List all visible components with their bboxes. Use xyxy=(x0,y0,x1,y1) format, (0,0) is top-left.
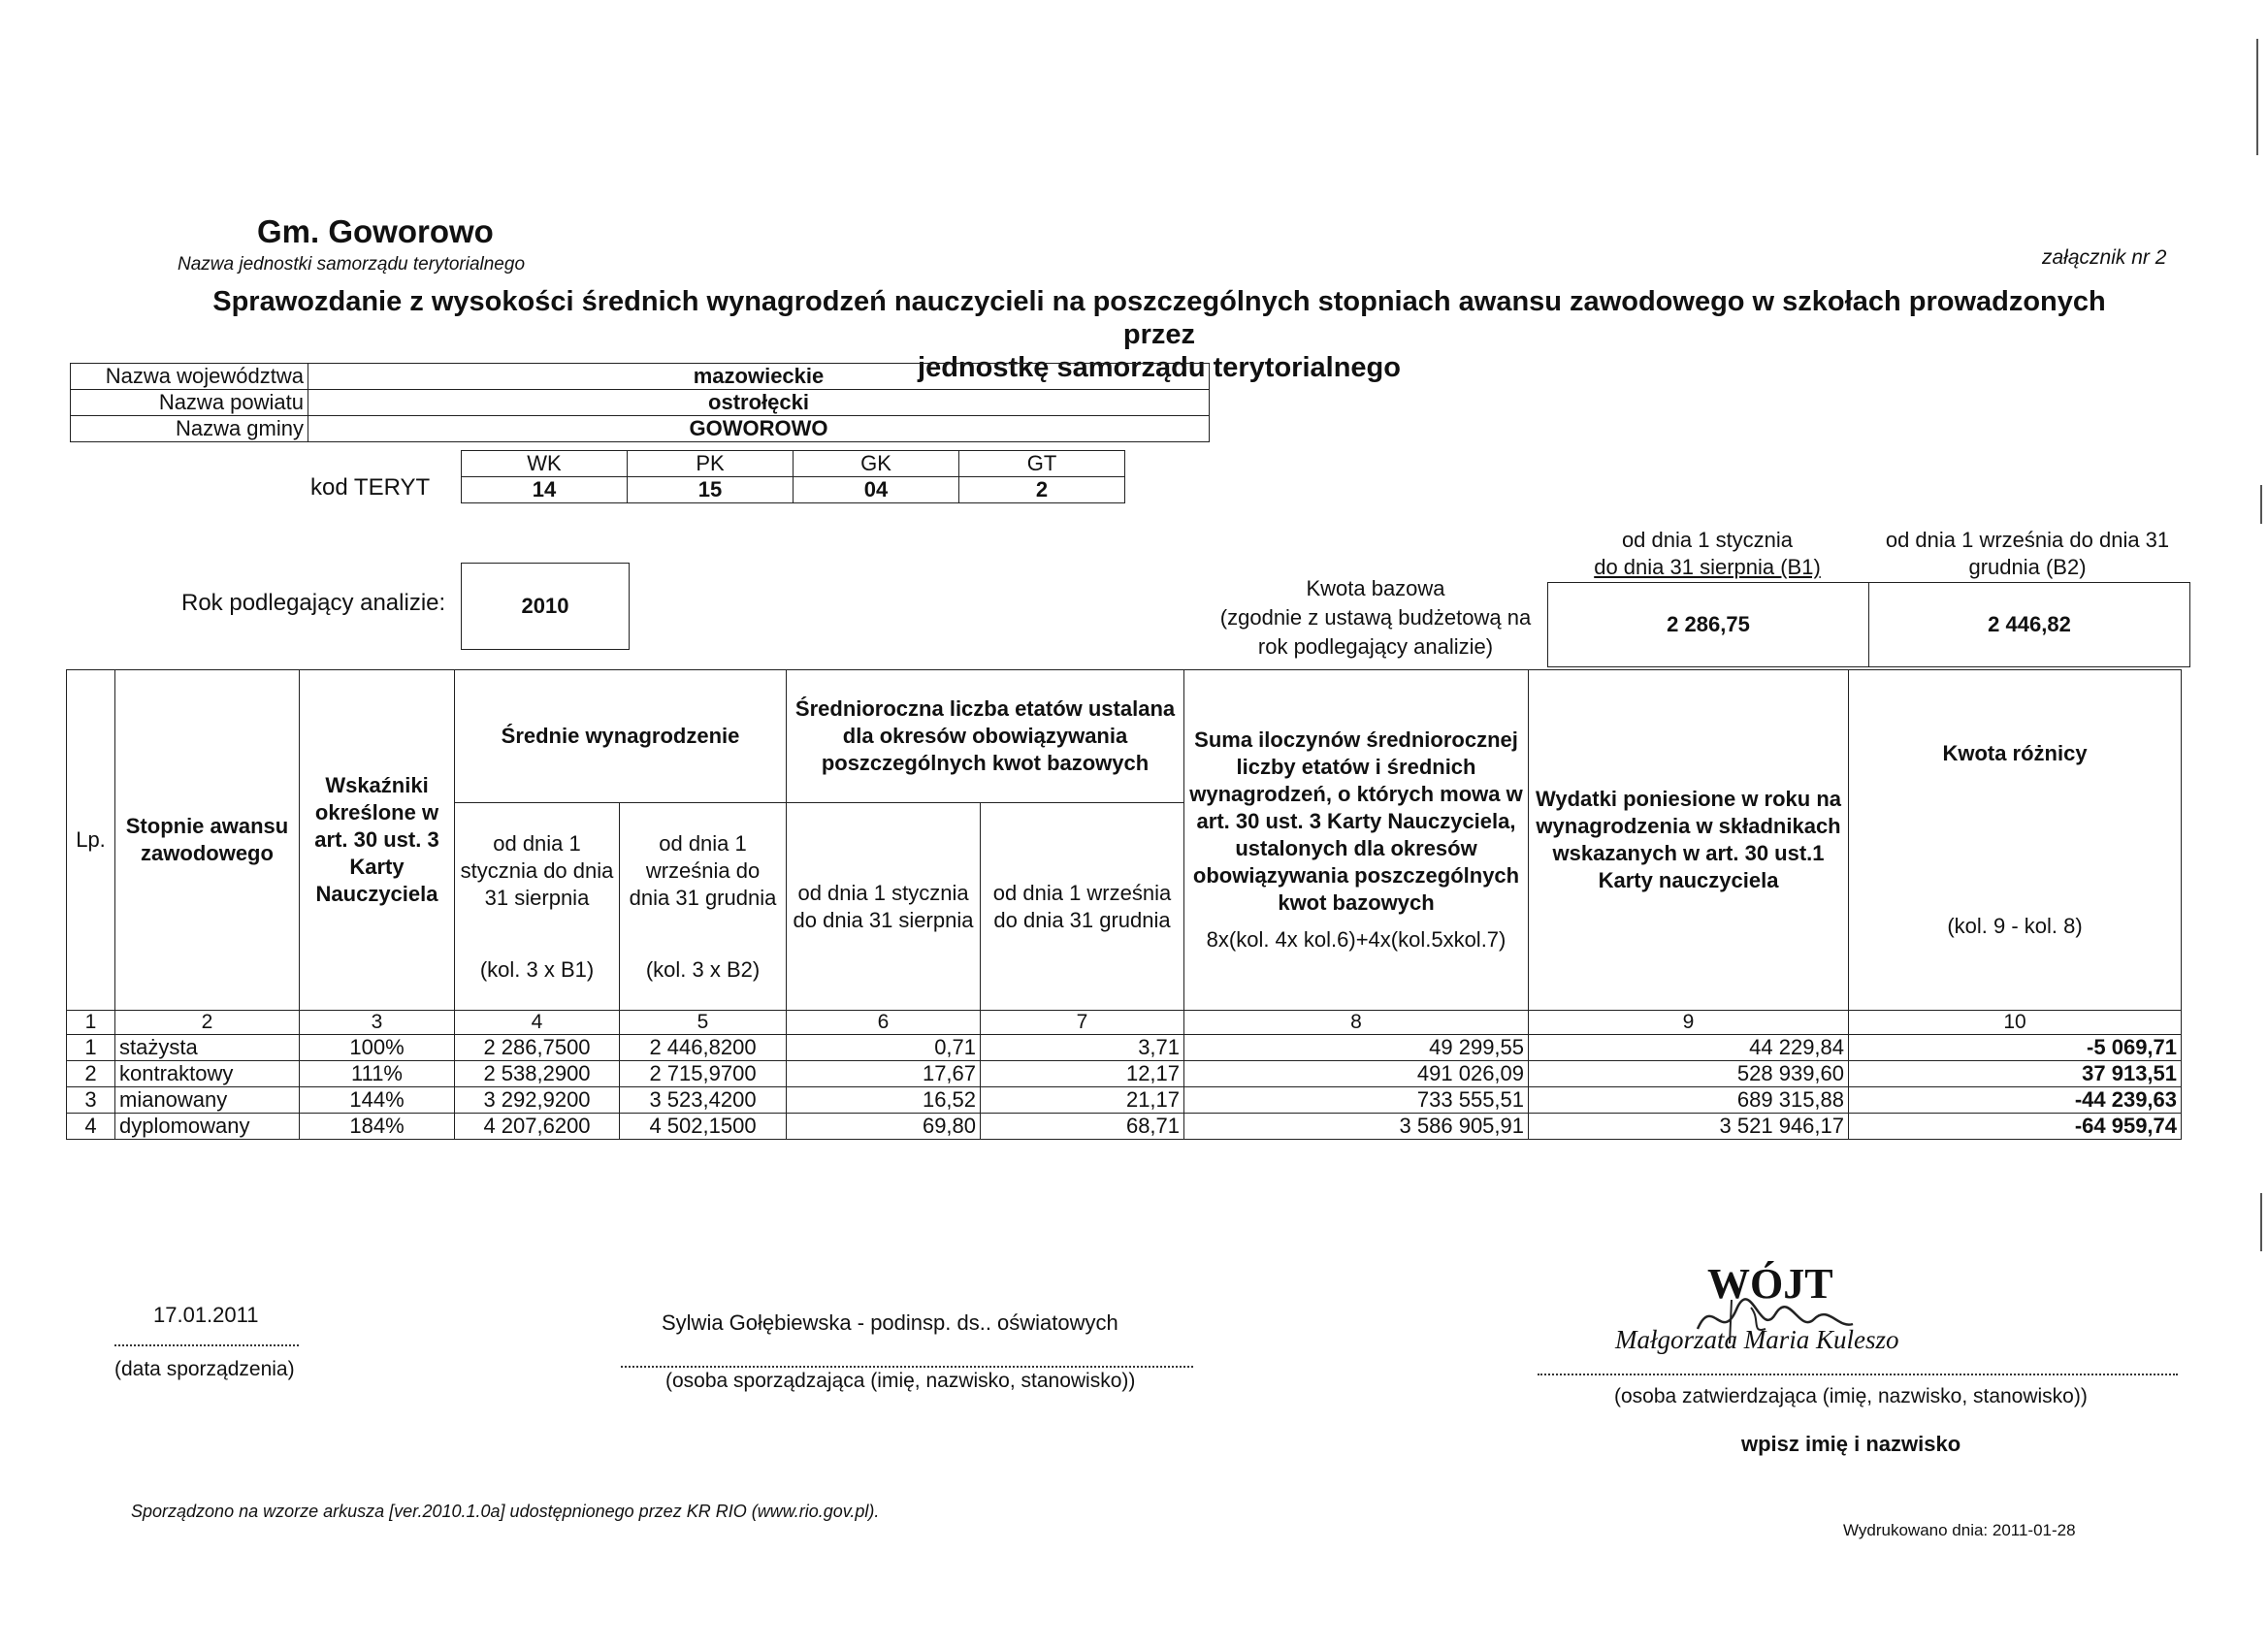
report-title-line2: jednostkę samorządu terytorialnego xyxy=(918,352,1401,383)
county-row xyxy=(71,390,1210,416)
row-fte-b2: 12,17 xyxy=(981,1061,1184,1087)
row-indicator: 111% xyxy=(300,1061,455,1087)
base-amount-label xyxy=(1201,574,1550,662)
row-difference: -5 069,71 xyxy=(1849,1035,2182,1061)
row-sum: 491 026,09 xyxy=(1184,1061,1529,1087)
row-expenses: 44 229,84 xyxy=(1529,1035,1849,1061)
base-amount-label-line2: (zgodnie z ustawą budżetową na xyxy=(1219,605,1532,630)
row-sum: 733 555,51 xyxy=(1184,1087,1529,1114)
column-number: 6 xyxy=(787,1011,981,1035)
row-avg-b2: 2 446,8200 xyxy=(620,1035,787,1061)
col-sum-formula: 8x(kol. 4x kol.6)+4x(kol.5xkol.7) xyxy=(1206,927,1507,952)
row-avg-b1: 2 538,2900 xyxy=(455,1061,620,1087)
teryt-header-pk: PK xyxy=(628,451,794,477)
voivodeship-label: Nazwa województwa xyxy=(71,364,308,390)
scan-edge-mark xyxy=(2260,485,2262,524)
row-avg-b1: 4 207,6200 xyxy=(455,1114,620,1140)
row-avg-b1: 3 292,9200 xyxy=(455,1087,620,1114)
col-avg-b2-header xyxy=(620,803,787,1011)
col-indicator-header: Wskaźniki określone w art. 30 ust. 3 Karty Nauczyciela xyxy=(300,670,455,1011)
row-level: kontraktowy xyxy=(115,1061,300,1087)
row-fte-b2: 68,71 xyxy=(981,1114,1184,1140)
report-title-line1: Sprawozdanie z wysokości średnich wynagrodzeń nauczycieli na poszczególnych stopniach awansu zawodowego w szkołach prowadzonych przez xyxy=(212,286,2106,350)
row-sum: 49 299,55 xyxy=(1184,1035,1529,1061)
col-fte-b2-header: od dnia 1 września do dnia 31 grudnia xyxy=(981,803,1184,1011)
approver-caption: (osoba zatwierdzająca (imię, nazwisko, stanowisko)) xyxy=(1614,1385,2088,1407)
row-fte-b2: 21,17 xyxy=(981,1087,1184,1114)
preparer-name: Sylwia Gołębiewska - podinsp. ds.. oświatowych xyxy=(662,1310,1118,1335)
column-number-row xyxy=(67,1011,2182,1035)
voivodeship-row xyxy=(71,364,1210,390)
row-indicator: 100% xyxy=(300,1035,455,1061)
table-row xyxy=(67,1035,2182,1061)
teryt-header-wk: WK xyxy=(462,451,628,477)
row-sum: 3 586 905,91 xyxy=(1184,1114,1529,1140)
scan-edge-mark xyxy=(2256,39,2258,155)
col-sum-title: Suma iloczynów średniorocznej liczby etatów i średnich wynagrodzeń, o których mowa w art. 30 ust. 3 Karty Nauczyciela, ustalonych dla okresów obowiązywania poszczególnych kwot bazowych xyxy=(1189,728,1523,915)
row-avg-b2: 3 523,4200 xyxy=(620,1087,787,1114)
row-level: dyplomowany xyxy=(115,1114,300,1140)
col-expenses-header: Wydatki poniesione w roku na wynagrodzenia w składnikach wskazanych w art. 30 ust.1 Karty nauczyciela xyxy=(1529,670,1849,1011)
base-b1-heading-line2: do dnia 31 sierpnia (B1) xyxy=(1594,555,1821,579)
row-lp: 1 xyxy=(67,1035,115,1061)
voivodeship-value: mazowieckie xyxy=(308,364,1210,390)
base-b1-value: 2 286,75 xyxy=(1548,583,1869,667)
col-difference-formula: (kol. 9 - kol. 8) xyxy=(1947,914,2083,938)
analysis-year-value: 2010 xyxy=(461,563,630,650)
preparer-dotted-line xyxy=(621,1366,1193,1368)
teryt-code-wk: 14 xyxy=(462,477,628,503)
base-amount-label-line1: Kwota bazowa xyxy=(1306,576,1445,600)
row-level: mianowany xyxy=(115,1087,300,1114)
row-indicator: 184% xyxy=(300,1114,455,1140)
column-number: 2 xyxy=(115,1011,300,1035)
col-avg-salary-header: Średnie wynagrodzenie xyxy=(455,670,787,803)
column-number: 3 xyxy=(300,1011,455,1035)
row-expenses: 528 939,60 xyxy=(1529,1061,1849,1087)
row-level: stażysta xyxy=(115,1035,300,1061)
table-row xyxy=(67,1114,2182,1140)
row-difference: -64 959,74 xyxy=(1849,1114,2182,1140)
row-difference: 37 913,51 xyxy=(1849,1061,2182,1087)
column-number: 10 xyxy=(1849,1011,2182,1035)
col-avg-b2-formula: (kol. 3 x B2) xyxy=(645,956,761,982)
column-number: 5 xyxy=(620,1011,787,1035)
row-fte-b1: 0,71 xyxy=(787,1035,981,1061)
row-lp: 2 xyxy=(67,1061,115,1087)
printed-date: Wydrukowano dnia: 2011-01-28 xyxy=(1843,1521,2076,1539)
col-fte-header: Średnioroczna liczba etatów ustalana dla okresów obowiązywania poszczególnych kwot bazowych xyxy=(787,670,1184,803)
column-number: 7 xyxy=(981,1011,1184,1035)
col-avg-b2-title: od dnia 1 września do dnia 31 grudnia xyxy=(629,830,777,910)
scan-edge-mark xyxy=(2260,1193,2262,1251)
row-lp: 4 xyxy=(67,1114,115,1140)
teryt-label: kod TERYT xyxy=(310,474,431,501)
base-amount-label-line3: rok podlegający analizie) xyxy=(1257,634,1494,659)
location-table xyxy=(70,363,1210,442)
county-label: Nazwa powiatu xyxy=(71,390,308,416)
salary-report-table xyxy=(66,669,2182,1140)
row-avg-b2: 4 502,1500 xyxy=(620,1114,787,1140)
preparer-caption: (osoba sporządzająca (imię, nazwisko, stanowisko)) xyxy=(665,1370,1136,1392)
stamp-title: WÓJT xyxy=(1707,1260,1833,1308)
table-row xyxy=(67,1061,2182,1087)
column-number: 4 xyxy=(455,1011,620,1035)
row-difference: -44 239,63 xyxy=(1849,1087,2182,1114)
col-avg-b1-header xyxy=(455,803,620,1011)
base-b2-heading xyxy=(1867,527,2187,581)
teryt-header-row xyxy=(462,451,1125,477)
row-fte-b1: 17,67 xyxy=(787,1061,981,1087)
teryt-code-row xyxy=(462,477,1125,503)
base-b1-heading-line1: od dnia 1 stycznia xyxy=(1621,528,1794,552)
report-date: 17.01.2011 xyxy=(153,1303,259,1327)
row-fte-b2: 3,71 xyxy=(981,1035,1184,1061)
base-b2-value: 2 446,82 xyxy=(1869,583,2190,667)
date-dotted-line xyxy=(114,1344,299,1346)
template-note: Sporządzono na wzorze arkusza [ver.2010.1.0a] udostępnionego przez KR RIO (www.rio.gov.pl). xyxy=(131,1502,880,1521)
col-avg-b1-title: od dnia 1 stycznia do dnia 31 sierpnia xyxy=(460,830,614,910)
row-lp: 3 xyxy=(67,1087,115,1114)
unit-caption: Nazwa jednostki samorządu terytorialnego xyxy=(178,254,526,275)
report-date-caption: (data sporządzenia) xyxy=(114,1358,295,1380)
base-amount-table xyxy=(1547,582,2190,667)
table-row xyxy=(67,1087,2182,1114)
col-lp-header: Lp. xyxy=(67,670,115,1011)
teryt-code-pk: 15 xyxy=(628,477,794,503)
approver-hint: wpisz imię i nazwisko xyxy=(1741,1432,1961,1456)
row-expenses: 3 521 946,17 xyxy=(1529,1114,1849,1140)
county-value: ostrołęcki xyxy=(308,390,1210,416)
col-difference-header xyxy=(1849,670,2182,1011)
unit-name: Gm. Goworowo xyxy=(257,213,494,249)
base-b2-heading-line1: od dnia 1 września do dnia 31 xyxy=(1885,528,2170,552)
row-fte-b1: 16,52 xyxy=(787,1087,981,1114)
teryt-header-gk: GK xyxy=(794,451,959,477)
col-fte-b1-header: od dnia 1 stycznia do dnia 31 sierpnia xyxy=(787,803,981,1011)
commune-value: GOWOROWO xyxy=(308,416,1210,442)
row-avg-b1: 2 286,7500 xyxy=(455,1035,620,1061)
col-sum-header xyxy=(1184,670,1529,1011)
base-b2-heading-line2: grudnia (B2) xyxy=(1968,555,2087,579)
column-number: 1 xyxy=(67,1011,115,1035)
teryt-table xyxy=(461,450,1125,503)
approver-name: Małgorzata Maria Kuleszo xyxy=(1615,1325,1899,1354)
row-fte-b1: 69,80 xyxy=(787,1114,981,1140)
teryt-header-gt: GT xyxy=(959,451,1125,477)
col-difference-title: Kwota różnicy xyxy=(1942,741,2088,765)
row-indicator: 144% xyxy=(300,1087,455,1114)
col-level-header: Stopnie awansu zawodowego xyxy=(115,670,300,1011)
row-expenses: 689 315,88 xyxy=(1529,1087,1849,1114)
base-amount-row xyxy=(1548,583,2190,667)
commune-row xyxy=(71,416,1210,442)
analysis-year-label: Rok podlegający analizie: xyxy=(181,590,446,616)
col-avg-b1-formula: (kol. 3 x B1) xyxy=(479,956,595,982)
teryt-code-gk: 04 xyxy=(794,477,959,503)
teryt-code-gt: 2 xyxy=(959,477,1125,503)
row-avg-b2: 2 715,9700 xyxy=(620,1061,787,1087)
column-number: 9 xyxy=(1529,1011,1849,1035)
header-row-1 xyxy=(67,670,2182,803)
approver-dotted-line xyxy=(1538,1374,2178,1375)
attachment-label: załącznik nr 2 xyxy=(2042,246,2167,269)
commune-label: Nazwa gminy xyxy=(71,416,308,442)
base-b1-heading xyxy=(1552,527,1863,581)
column-number: 8 xyxy=(1184,1011,1529,1035)
